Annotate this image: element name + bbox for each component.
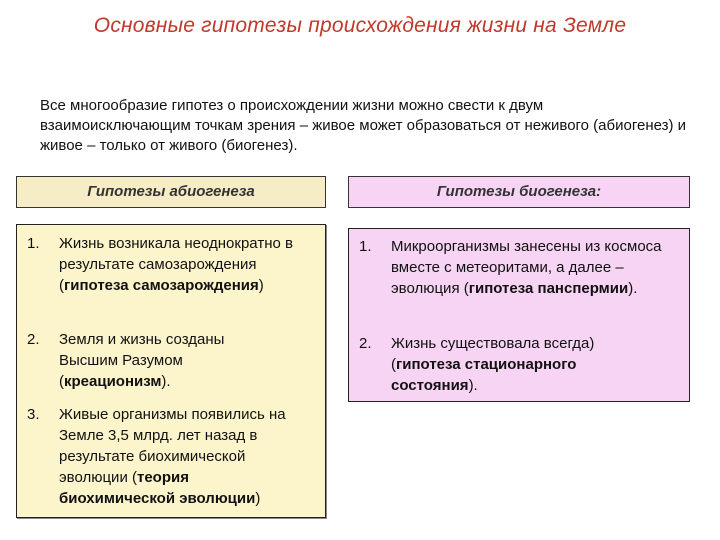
biogenesis-header: Гипотезы биогенеза: (348, 176, 690, 208)
item-plain-text: Жизнь возникала неоднократно в результате самозарождения ( (59, 235, 293, 294)
item-plain-text: Жизнь существовала всегда) ( (391, 335, 595, 373)
item-text (59, 404, 309, 509)
item-plain-text: Земля и жизнь созданы Высшим Разумом ( (59, 331, 225, 390)
page-title: Основные гипотезы происхождения жизни на Земле (93, 14, 627, 37)
item-bold-term: гипотеза стационарного состояния (391, 356, 577, 394)
item-closing: ). (161, 373, 171, 390)
item-closing: ) (255, 490, 261, 507)
item-number: 3. (27, 406, 40, 423)
item-number: 2. (359, 335, 372, 352)
item-number: 2. (27, 331, 40, 348)
item-closing: ). (468, 377, 478, 394)
item-bold-term: гипотеза панспермии (468, 280, 629, 297)
intro-paragraph: Все многообразие гипотез о происхождении жизни можно свести к двум взаимоисключающим точкам зрения – живое может образоваться от неживого (абиогенез) и живое – только от живого (биогенез). (40, 97, 687, 154)
item-plain-text: Микроорганизмы занесены из космоса вместе с метеоритами, а далее – эволюция ( (391, 238, 662, 297)
item-text (59, 233, 297, 296)
item-text (391, 236, 683, 299)
abiogenesis-list (16, 224, 326, 518)
item-plain-text: Живые организмы появились на Земле 3,5 млрд. лет назад в результате биохимической эволюции ( (59, 406, 286, 486)
biogenesis-list (348, 228, 690, 402)
item-number: 1. (359, 238, 372, 255)
item-bold-term: гипотеза самозарождения (64, 277, 259, 294)
item-text (59, 329, 274, 392)
item-closing: ). (628, 280, 638, 297)
item-closing: ) (258, 277, 264, 294)
item-bold-term: креационизм (64, 373, 162, 390)
item-number: 1. (27, 235, 40, 252)
item-text (391, 333, 653, 396)
abiogenesis-header: Гипотезы абиогенеза (16, 176, 326, 208)
item-bold-term: теория биохимической эволюции (59, 469, 256, 507)
